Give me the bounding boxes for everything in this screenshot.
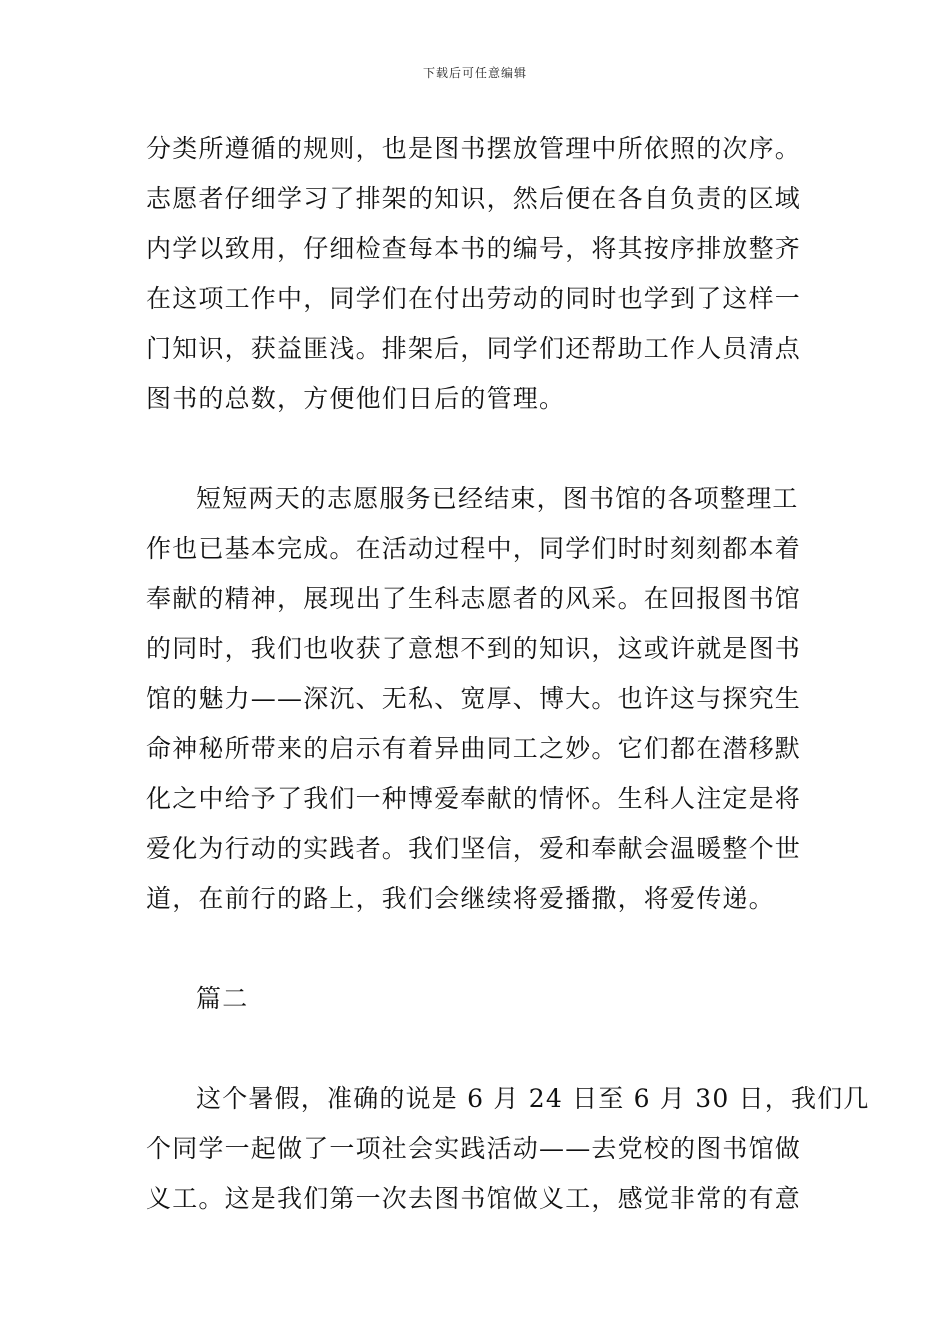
paragraph-line: 图书的总数，方便他们日后的管理。 — [146, 384, 566, 413]
paragraph-line: 命神秘所带来的启示有着异曲同工之妙。它们都在潜移默 — [146, 734, 802, 763]
paragraph-line: 义工。这是我们第一次去图书馆做义工，感觉非常的有意 — [146, 1184, 802, 1213]
paragraph-line: 这个暑假，准确的说是 6 月 24 日至 6 月 30 日，我们几 — [196, 1084, 870, 1113]
paragraph-line: 分类所遵循的规则，也是图书摆放管理中所依照的次序。 — [146, 134, 802, 163]
paragraph-line: 化之中给予了我们一种博爱奉献的情怀。生科人注定是将 — [146, 784, 802, 813]
paragraph-line: 奉献的精神，展现出了生科志愿者的风采。在回报图书馆 — [146, 584, 802, 613]
header-note: 下载后可任意编辑 — [422, 66, 527, 80]
paragraph-line: 个同学一起做了一项社会实践活动——去党校的图书馆做 — [146, 1134, 802, 1163]
paragraph-line: 门知识，获益匪浅。排架后，同学们还帮助工作人员清点 — [146, 334, 802, 363]
section-heading: 篇二 — [196, 984, 249, 1013]
paragraph-line: 爱化为行动的实践者。我们坚信，爱和奉献会温暖整个世 — [146, 834, 802, 863]
paragraph-line: 内学以致用，仔细检查每本书的编号，将其按序排放整齐 — [146, 234, 802, 263]
paragraph-line: 在这项工作中，同学们在付出劳动的同时也学到了这样一 — [146, 284, 802, 313]
paragraph-line: 志愿者仔细学习了排架的知识，然后便在各自负责的区域 — [146, 184, 802, 213]
paragraph-line: 的同时，我们也收获了意想不到的知识，这或许就是图书 — [146, 634, 802, 663]
paragraph-line: 短短两天的志愿服务已经结束，图书馆的各项整理工 — [196, 484, 799, 513]
paragraph-line: 作也已基本完成。在活动过程中，同学们时时刻刻都本着 — [146, 534, 802, 563]
paragraph-line: 道，在前行的路上，我们会继续将爱播撒，将爱传递。 — [146, 884, 775, 913]
paragraph-line: 馆的魅力——深沉、无私、宽厚、博大。也许这与探究生 — [146, 684, 802, 713]
